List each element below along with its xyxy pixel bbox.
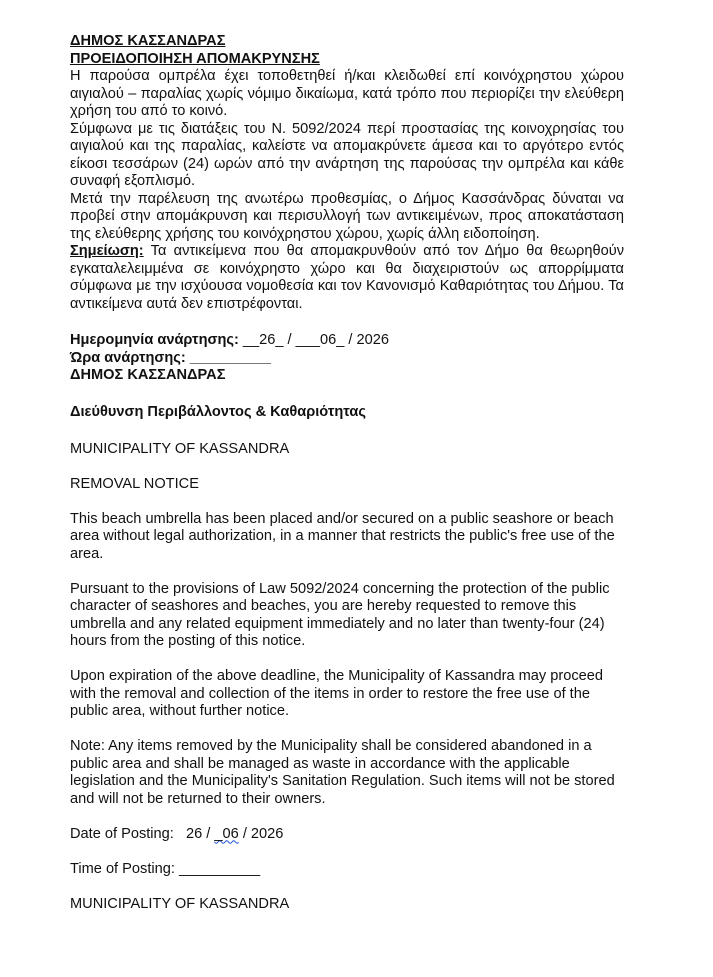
english-paragraph-1: This beach umbrella has been placed and/or secured on a public seashore or beach area without legal authorization, in a manner that restricts the public's free use of the area. xyxy=(70,510,615,562)
english-municipality-footer: MUNICIPALITY OF KASSANDRA xyxy=(70,895,290,912)
greek-note-text: Τα αντικείμενα που θα απομακρυνθούν από τον Δήμο θα θεωρηθούν εγκαταλελειμμένα σε κοινόχρηστο χώρο και θα διαχειριστούν ως απορρίμματα σύμφωνα με την ισχύουσα νομοθεσία και τον Κανονισμό Καθαριότητας του Δήμου. Τα αντικείμενα αυτά δεν επιστρέφονται. xyxy=(70,243,624,312)
greek-date-value: __26_ / ___06_ / 2026 xyxy=(238,332,389,348)
english-time-line: Time of Posting: __________ xyxy=(70,860,261,877)
greek-date-label: Ημερομηνία ανάρτησης: xyxy=(70,332,239,348)
english-municipality-title: MUNICIPALITY OF KASSANDRA xyxy=(70,440,290,457)
english-date-suffix: / 2026 xyxy=(238,825,284,842)
greek-time-line: Ώρα ανάρτησης: __________ xyxy=(70,349,271,366)
greek-municipality-footer: ΔΗΜΟΣ ΚΑΣΣΑΝΔΡΑΣ xyxy=(70,367,226,383)
greek-note xyxy=(70,243,624,313)
greek-notice-title: ΠΡΟΕΙΔΟΠΟΙΗΣΗ ΑΠΟΜΑΚΡΥΝΣΗΣ xyxy=(70,50,320,67)
greek-department: Διεύθυνση Περιβάλλοντος & Καθαριότητας xyxy=(70,403,366,420)
english-date-prefix: Date of Posting: 26 / xyxy=(70,825,215,842)
greek-paragraph-2: Σύμφωνα με τις διατάξεις του Ν. 5092/2024 περί προστασίας της κοινοχρησίας του αιγιαλού και της παραλίας, καλείστε να απομακρύνετε άμεσα και το αργότερο εντός είκοσι τεσσάρων (24) ωρών από την ανάρτηση της παρούσας την ομπρέλα και κάθε συναφή εξοπλισμό. xyxy=(70,120,624,189)
english-date-line xyxy=(70,826,624,844)
greek-paragraph-1: Η παρούσα ομπρέλα έχει τοποθετηθεί ή/και κλειδωθεί επί κοινόχρηστου χώρου αιγιαλού – παραλίας χωρίς νόμιμο δικαίωμα, κατά τρόπο που περιορίζει την ελεύθερη χρήση του από το κοινό. xyxy=(70,68,624,119)
greek-note-label: Σημείωση: xyxy=(70,243,144,259)
english-notice-title: REMOVAL NOTICE xyxy=(70,475,199,492)
notice-document xyxy=(70,33,624,913)
english-date-month: _06 xyxy=(214,825,239,842)
english-note: Note: Any items removed by the Municipality shall be considered abandoned in a public area and shall be managed as waste in accordance with the applicable legislation and the Municipality's Sanitation Regulation. Such items will not be stored and will not be returned to their owners. xyxy=(70,738,615,807)
greek-paragraph-3: Μετά την παρέλευση της ανωτέρω προθεσμίας, ο Δήμος Κασσάνδρας δύναται να προβεί στην απομάκρυνση και περισυλλογή των αντικειμένων, προς αποκατάσταση της ελεύθερης χρήσης του κοινόχρηστου χώρου, χωρίς άλλη ειδοποίηση. xyxy=(70,190,624,242)
greek-date-line xyxy=(70,332,624,350)
english-paragraph-2: Pursuant to the provisions of Law 5092/2024 concerning the protection of the public character of seashores and beaches, you are hereby requested to remove this umbrella and any related equipment immediately and no later than twenty-four (24) hours from the posting of this notice. xyxy=(70,580,610,649)
greek-municipality-title: ΔΗΜΟΣ ΚΑΣΣΑΝΔΡΑΣ xyxy=(70,33,226,49)
english-paragraph-3: Upon expiration of the above deadline, the Municipality of Kassandra may proceed with the removal and collection of the items in order to restore the free use of the public area, without further notice. xyxy=(70,668,603,719)
